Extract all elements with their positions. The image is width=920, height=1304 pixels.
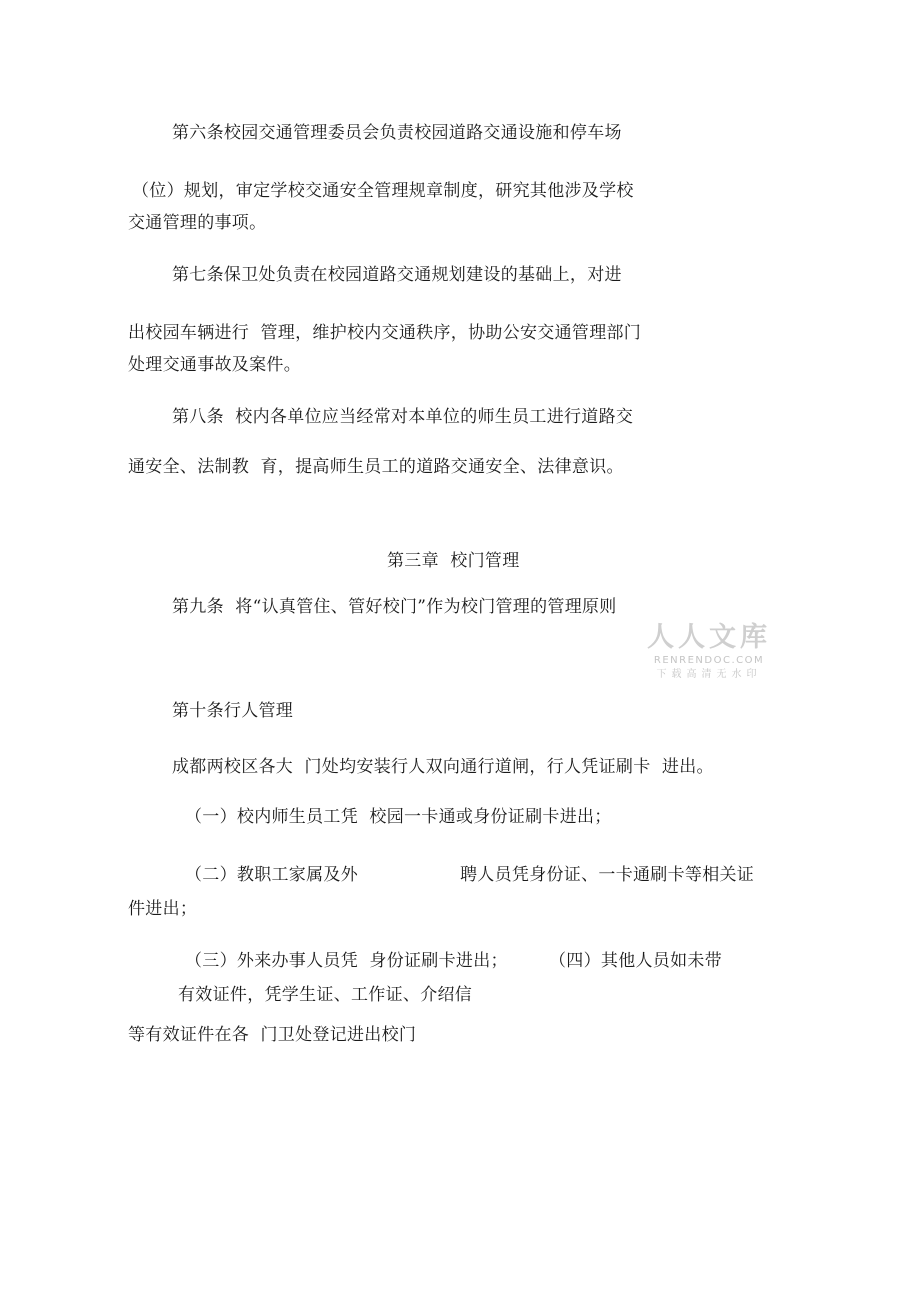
item-2-part-2: 聘人员凭身份证、一卡通刷卡等相关证 bbox=[460, 865, 755, 885]
article-8-line-1: 第八条 校内各单位应当经常对本单位的师生员工进行道路交 bbox=[172, 407, 634, 427]
article-6-line-2: （位）规划，审定学校交通安全管理规章制度，研究其他涉及学校 bbox=[132, 181, 634, 201]
item-4-line-2: 有效证件，凭学生证、工作证、介绍信 bbox=[178, 985, 473, 1005]
item-4-line-1: （四）其他人员如未带 bbox=[549, 951, 722, 971]
article-8-line-2: 通安全、法制教 育，提高师生员工的道路交通安全、法律意识。 bbox=[128, 457, 624, 477]
watermark-logo bbox=[646, 622, 772, 682]
article-7-line-1: 第七条保卫处负责在校园道路交通规划建设的基础上，对进 bbox=[172, 265, 622, 285]
article-6-line-1: 第六条校园交通管理委员会负责校园道路交通设施和停车场 bbox=[172, 123, 622, 143]
article-7-line-2: 出校园车辆进行 管理，维护校内交通秩序，协助公安交通管理部门 bbox=[128, 323, 642, 343]
item-3: （三）外来办事人员凭 身份证刷卡进出； bbox=[185, 951, 508, 971]
watermark-note: 下载高清无水印 bbox=[656, 669, 762, 680]
article-7-line-3: 处理交通事故及案件。 bbox=[128, 355, 301, 375]
article-6-line-3: 交通管理的事项。 bbox=[128, 213, 267, 233]
item-4-line-3: 等有效证件在各 门卫处登记进出校门 bbox=[128, 1025, 417, 1045]
article-10-body: 成都两校区各大 门处均安装行人双向通行道闸，行人凭证刷卡 进出。 bbox=[172, 757, 714, 777]
item-2-part-1: （二）教职工家属及外 bbox=[185, 865, 358, 885]
chapter-3-heading: 第三章 校门管理 bbox=[387, 551, 520, 571]
article-9: 第九条 将“认真管住、管好校门”作为校门管理的管理原则 bbox=[172, 597, 617, 617]
item-1: （一）校内师生员工凭 校园一卡通或身份证刷卡进出； bbox=[185, 807, 612, 827]
article-10-title: 第十条行人管理 bbox=[172, 701, 294, 721]
watermark-title: 人人文库 bbox=[647, 622, 771, 653]
item-2-line-2: 件进出； bbox=[128, 899, 198, 919]
watermark-url: RENRENDOC.COM bbox=[653, 655, 765, 666]
